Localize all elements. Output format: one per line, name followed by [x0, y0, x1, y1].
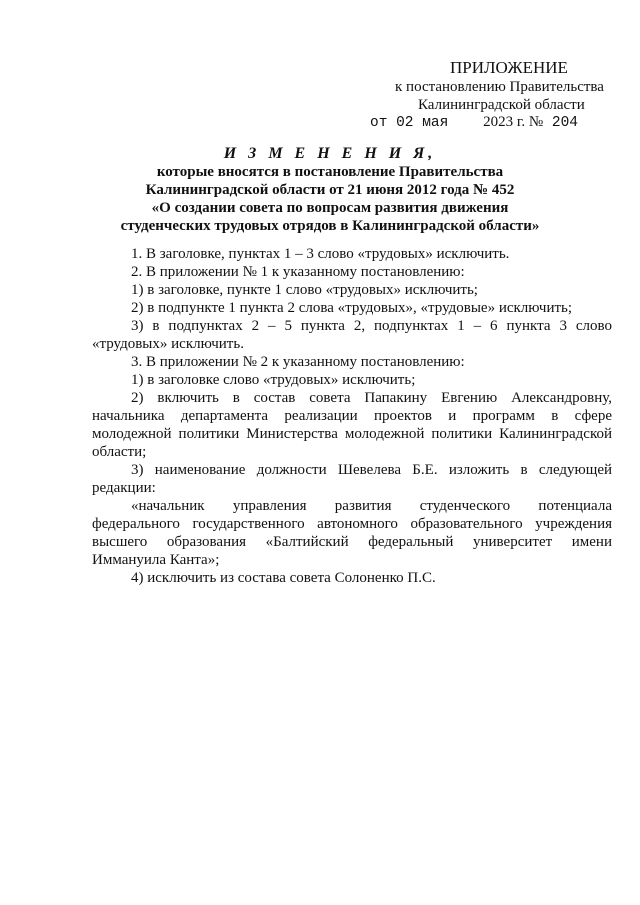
body-line: 3) наименование должности Шевелева Б.Е. изложить в следующей — [131, 462, 612, 478]
body-line: 2) в подпункте 1 пункта 2 слова «трудовых», «трудовые» исключить; — [131, 300, 573, 316]
date-year: 2023 г. № — [483, 114, 544, 130]
appendix-line-2: Калининградской области — [418, 97, 585, 113]
heading-line-3: «О создании совета по вопросам развития движения — [151, 200, 509, 216]
body-line: начальника департамента реализации проектов и программ в сфере — [92, 408, 612, 424]
appendix-title: ПРИЛОЖЕНИЕ — [450, 58, 568, 77]
body-line: Иммануила Канта»; — [92, 552, 220, 568]
appendix-line-1: к постановлению Правительства — [395, 79, 604, 95]
body-line: 2) включить в состав совета Папакину Евгению Александровну, — [131, 390, 612, 406]
body-line: федерального государственного автономного образовательного учреждения — [92, 516, 612, 532]
document-number: 204 — [551, 115, 578, 131]
date-day-month: 02 мая — [396, 115, 449, 131]
heading-line-2: Калининградской области от 21 июня 2012 года № 452 — [145, 182, 515, 198]
appendix-date — [370, 114, 578, 131]
body-line: области; — [92, 444, 147, 460]
body-line: 1) в заголовке слово «трудовых» исключить; — [131, 372, 416, 388]
body-line: «начальник управления развития студенческого потенциала — [131, 498, 612, 514]
body-line: 3) в подпунктах 2 – 5 пункта 2, подпунктах 1 – 6 пункта 3 слово — [131, 318, 612, 334]
body-line: редакции: — [92, 480, 156, 496]
heading-line-1: которые вносятся в постановление Правительства — [156, 164, 504, 180]
heading-line-4: студенческих трудовых отрядов в Калининградской области» — [120, 218, 540, 234]
body-line: «трудовых» исключить. — [92, 336, 244, 352]
body-line: 2. В приложении № 1 к указанному постановлению: — [131, 264, 465, 280]
heading-title: И З М Е Н Е Н И Я, — [223, 145, 437, 162]
body-line: высшего образования «Балтийский федеральный университет имени — [92, 534, 612, 550]
body-line: 1) в заголовке, пункте 1 слово «трудовых» исключить; — [131, 282, 478, 298]
body-line: 3. В приложении № 2 к указанному постановлению: — [131, 354, 465, 370]
body-line: 4) исключить из состава совета Солоненко П.С. — [131, 570, 436, 586]
body-line: молодежной политики Министерства молодежной политики Калининградской — [92, 426, 612, 442]
date-prefix: от — [370, 115, 388, 131]
body-line: 1. В заголовке, пунктах 1 – 3 слово «трудовых» исключить. — [131, 246, 510, 262]
